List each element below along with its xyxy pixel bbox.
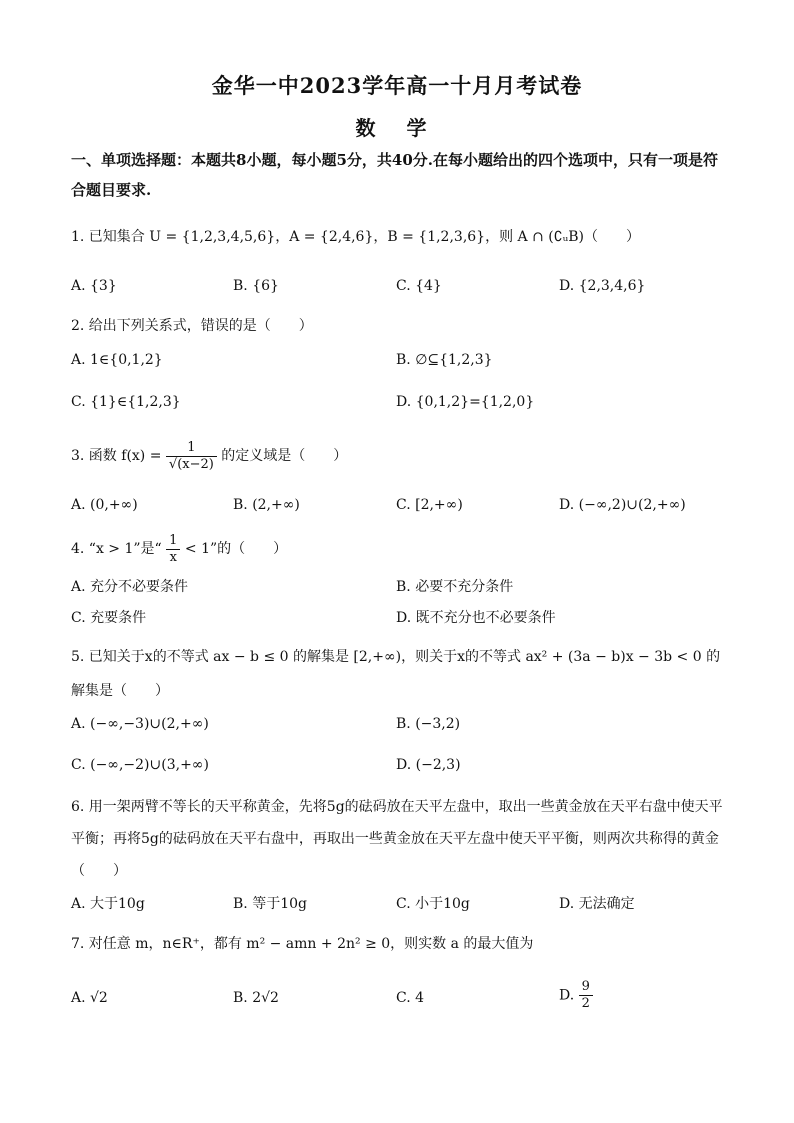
- option-b[interactable]: B. ∅⊆{1,2,3}: [396, 352, 493, 368]
- option-d[interactable]: D. {2,3,4,6}: [559, 278, 646, 294]
- option-c[interactable]: C. {4}: [396, 278, 442, 294]
- question-1-stem: 1. 已知集合 U = {1,2,3,4,5,6}，A = {2,4,6}，B = {1,2,3,6}，则 A ∩ (∁ᵤB)（ ）: [71, 229, 640, 245]
- option-d[interactable]: D. (−2,3): [396, 757, 461, 773]
- question-4-stem: [71, 532, 731, 566]
- question-6-stem: 6. 用一架两臂不等长的天平称黄金，先将5g的砝码放在天平左盘中，取出一些黄金放在天平右盘中使天平平衡；再将5g的砝码放在天平右盘中，再取出一些黄金放在天平左盘中使天平平衡，则两次共称得的黄金（ ）: [71, 799, 723, 879]
- option-b[interactable]: B. (−3,2): [396, 716, 461, 732]
- option-a[interactable]: A. 充分不必要条件: [71, 579, 189, 595]
- question-3-prefix: 3. 函数 f(x) =: [71, 448, 162, 464]
- question-7-options: [71, 979, 731, 1019]
- option-d-label: D.: [559, 987, 575, 1004]
- question-3-suffix: 的定义域是（ ）: [221, 448, 348, 464]
- question-4-fraction: [166, 533, 180, 566]
- option-b[interactable]: B. 2√2: [233, 990, 279, 1006]
- question-3-options: [71, 497, 731, 525]
- question-4-options-row2: [71, 607, 731, 635]
- option-c[interactable]: C. [2,+∞): [396, 497, 463, 513]
- question-7-stem: 7. 对任意 m，n∈R⁺，都有 m² − amn + 2n² ≥ 0，则实数 a 的最大值为: [71, 936, 534, 952]
- question-2-options-row2: [71, 394, 731, 422]
- option-c[interactable]: C. 小于10g: [396, 896, 470, 912]
- option-d[interactable]: D. 无法确定: [559, 896, 635, 912]
- option-b[interactable]: B. {6}: [233, 278, 279, 294]
- fraction-denominator: x: [169, 549, 177, 565]
- option-d[interactable]: [559, 979, 593, 1012]
- option-c[interactable]: C. 4: [396, 990, 425, 1006]
- fraction-denominator: 2: [581, 996, 590, 1011]
- question-1-options: [71, 278, 731, 306]
- question-6-options: [71, 893, 731, 921]
- question-2-stem: 2. 给出下列关系式，错误的是（ ）: [71, 318, 313, 334]
- question-4-prefix: 4. “x > 1”是“: [71, 541, 162, 557]
- option-a[interactable]: A. {3}: [71, 278, 117, 294]
- section-heading: 一、单项选择题：本题共8小题，每小题5分，共40分.在每小题给出的四个选项中，只有一项是符合题目要求.: [71, 151, 718, 199]
- option-a[interactable]: A. √2: [71, 990, 108, 1006]
- option-c[interactable]: C. (−∞,−2)∪(3,+∞): [71, 757, 209, 773]
- fraction-numerator: 1: [166, 533, 180, 550]
- question-2-options-row1: [71, 352, 731, 380]
- option-b[interactable]: B. 必要不充分条件: [396, 579, 514, 595]
- option-a[interactable]: A. (0,+∞): [71, 497, 138, 513]
- option-a[interactable]: A. 大于10g: [71, 896, 145, 912]
- option-d[interactable]: D. 既不充分也不必要条件: [396, 610, 556, 626]
- option-b[interactable]: B. 等于10g: [233, 896, 307, 912]
- question-5-options-row2: [71, 757, 731, 785]
- option-a[interactable]: A. 1∈{0,1,2}: [71, 352, 163, 368]
- option-b[interactable]: B. (2,+∞): [233, 497, 300, 513]
- question-5-options-row1: [71, 716, 731, 744]
- question-3-stem: [71, 438, 731, 474]
- option-c[interactable]: C. {1}∈{1,2,3}: [71, 394, 181, 410]
- option-a[interactable]: A. (−∞,−3)∪(2,+∞): [71, 716, 209, 732]
- exam-subject: 数 学: [355, 116, 439, 140]
- option-d[interactable]: D. (−∞,2)∪(2,+∞): [559, 497, 686, 513]
- question-4-options-row1: [71, 576, 731, 604]
- fraction-denominator: √(x−2): [168, 456, 214, 472]
- exam-title: 金华一中2023学年高一十月月考试卷: [211, 73, 583, 98]
- fraction-numerator: 1: [166, 440, 217, 457]
- question-5-stem: 5. 已知关于x的不等式 ax − b ≤ 0 的解集是 [2,+∞)，则关于x的不等式 ax² + (3a − b)x − 3b < 0 的解集是（ ）: [71, 649, 721, 699]
- question-3-fraction: [166, 440, 217, 473]
- option-d[interactable]: D. {0,1,2}={1,2,0}: [396, 394, 535, 410]
- option-c[interactable]: C. 充要条件: [71, 610, 147, 626]
- fraction-numerator: 9: [579, 979, 593, 996]
- option-d-fraction: [579, 979, 593, 1012]
- question-4-suffix: < 1”的（ ）: [184, 541, 288, 557]
